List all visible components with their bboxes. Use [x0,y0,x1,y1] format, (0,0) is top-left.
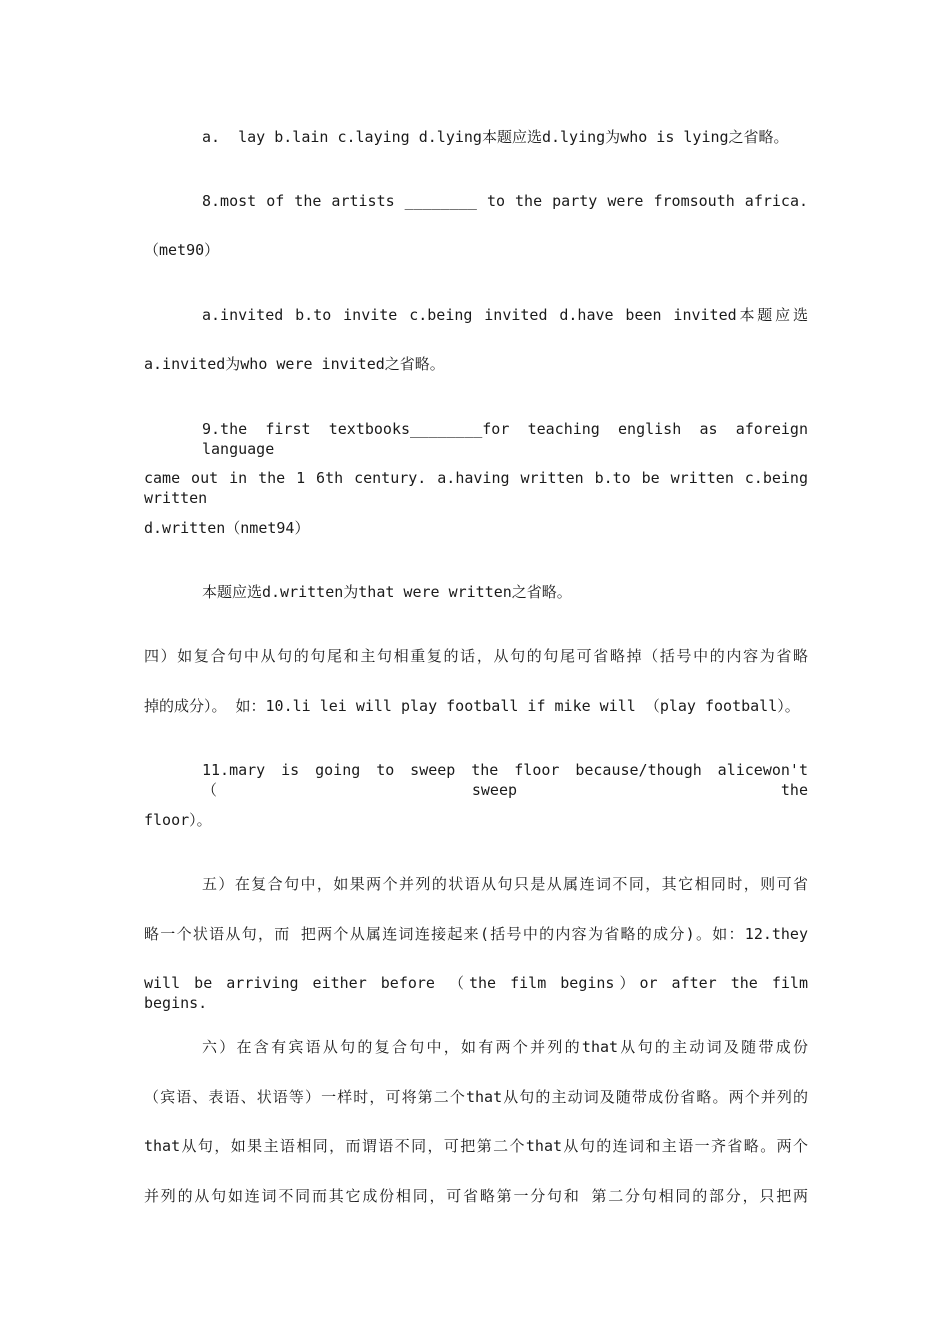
text-line-10: 四）如复合句中从句的句尾和主句相重复的话，从句的句尾可省略掉（括号中的内容为省略 [144,647,808,665]
text-line-12: 11.mary is going to sweep the floor because/though alicewon't（sweep the [202,761,808,799]
text-line-8: d.written（nmet94） [144,519,310,537]
text-line-20: 并列的从句如连词不同而其它成份相同，可省略第一分句和 第二分句相同的部分，只把两 [144,1187,808,1205]
text-line-17: 六）在含有宾语从句的复合句中，如有两个并列的that从句的主动词及随带成份 [202,1038,808,1056]
text-line-3: （met90） [144,241,220,259]
text-line-16: will be arriving either before （the film begins）or after the film begins. [144,974,808,1012]
text-line-2: 8.most of the artists ________ to the party were fromsouth africa. [202,192,808,210]
text-line-1: a. lay b.lain c.laying d.lying本题应选d.lying为who is lying之省略。 [202,128,789,146]
text-line-13: floor）。 [144,811,212,829]
text-line-19: that从句，如果主语相同，而谓语不同，可把第二个that从句的连词和主语一齐省略。两个 [144,1137,808,1155]
text-line-5: a.invited为who were invited之省略。 [144,355,445,373]
text-line-14: 五）在复合句中，如果两个并列的状语从句只是从属连词不同，其它相同时，则可省 [202,875,808,893]
text-line-18: （宾语、表语、状语等）一样时，可将第二个that从句的主动词及随带成份省略。两个并列的 [144,1088,808,1106]
text-line-6: 9.the first textbooks________for teaching english as aforeign language [202,420,808,458]
text-line-4: a.invited b.to invite c.being invited d.have been invited本题应选 [202,306,808,324]
text-line-15: 略一个状语从句，而 把两个从属连词连接起来(括号中的内容为省略的成分)。如：12.they [144,925,808,943]
text-line-11: 掉的成分）。 如：10.li lei will play football if mike will （play football）。 [144,697,800,715]
text-line-7: came out in the 1 6th century. a.having written b.to be written c.being written [144,469,808,507]
text-line-9: 本题应选d.written为that were written之省略。 [202,583,572,601]
